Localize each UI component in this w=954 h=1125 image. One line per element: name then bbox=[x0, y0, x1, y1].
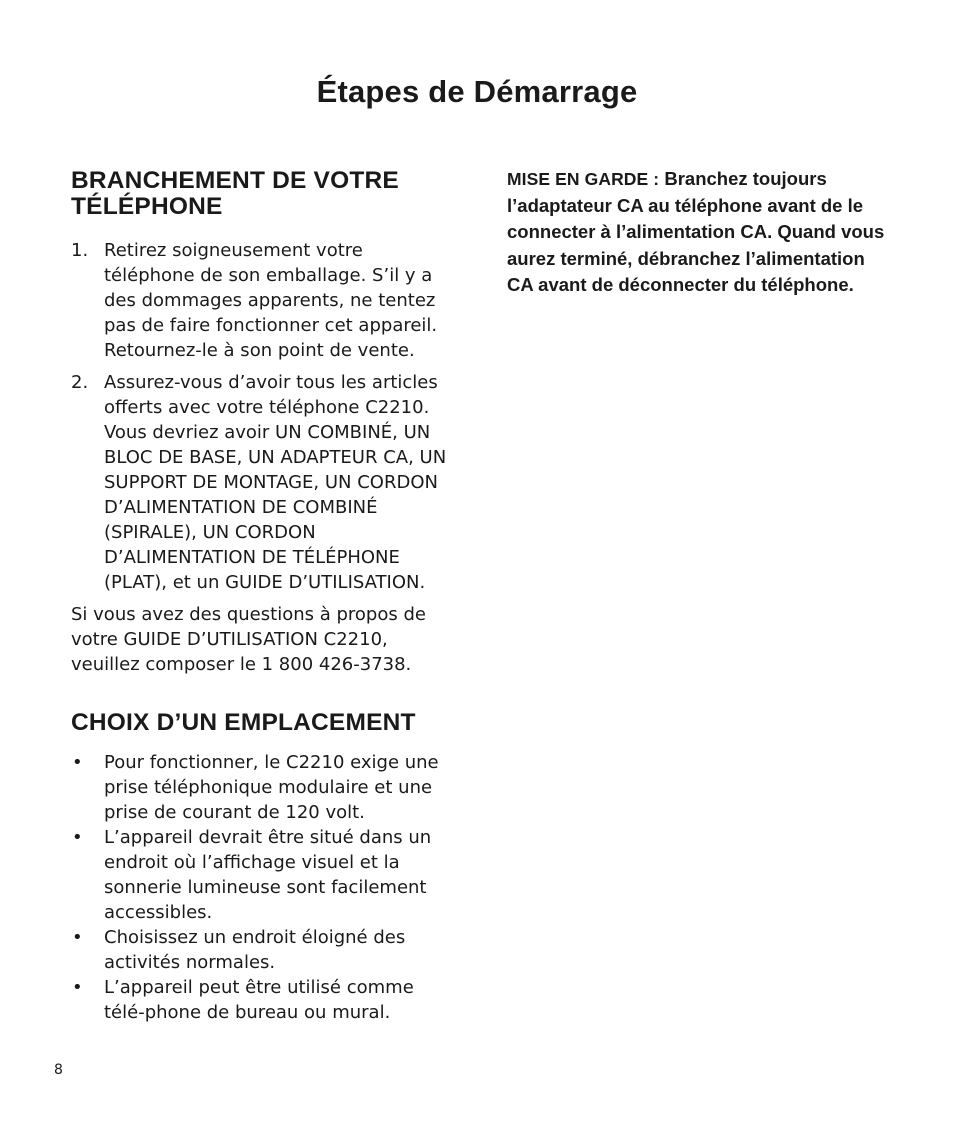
section-connecting-phone bbox=[71, 168, 451, 677]
setup-step bbox=[71, 370, 451, 595]
section-heading-connecting: BRANCHEMENT DE VOTRE TÉLÉPHONE bbox=[71, 167, 399, 220]
list-item bbox=[71, 750, 451, 825]
setup-step bbox=[71, 238, 451, 363]
bullet-marker: • bbox=[72, 927, 83, 948]
right-column bbox=[507, 166, 887, 299]
list-item bbox=[71, 975, 451, 1025]
bullet-text: Choisissez un endroit éloigné des activités normales. bbox=[104, 927, 406, 973]
left-column bbox=[71, 168, 451, 1025]
section-heading-location: CHOIX D’UN EMPLACEMENT bbox=[71, 709, 416, 736]
bullet-marker: • bbox=[72, 977, 83, 998]
step-text: Assurez-vous d’avoir tous les articles offerts avec votre téléphone C2210. Vous devriez avoir UN COMBINÉ, UN BLOC DE BASE, UN ADAPTEUR CA, UN SUPPORT DE MONTAGE, UN CORDON D’ALIMENTATION DE COMBINÉ (SPIRALE), UN CORDON D’ALIMENTATION DE TÉLÉPHONE (PLAT), et un GUIDE D’UTILISATION. bbox=[104, 372, 447, 593]
bullet-marker: • bbox=[72, 827, 83, 848]
location-bullet-list bbox=[71, 750, 451, 1025]
page-title: Étapes de Démarrage bbox=[316, 74, 638, 109]
step-text: Retirez soigneusement votre téléphone de son emballage. S’il y a des dommages apparents, ne tentez pas de faire fonctionner cet appareil. Retournez-le à son point de vente. bbox=[104, 240, 438, 361]
setup-steps-list bbox=[71, 238, 451, 595]
contact-paragraph: Si vous avez des questions à propos de votre GUIDE D’UTILISATION C2210, veuillez composer le 1 800 426-3738. bbox=[71, 604, 426, 675]
caution-notice bbox=[507, 166, 887, 299]
bullet-marker: • bbox=[72, 752, 83, 773]
section-choosing-location bbox=[71, 706, 451, 1025]
bullet-text: L’appareil devrait être situé dans un endroit où l’affichage visuel et la sonnerie lumineuse sont facilement accessibles. bbox=[104, 827, 432, 923]
caution-text: Branchez toujours l’adaptateur CA au téléphone avant de le connecter à l’alimentation CA. Quand vous aurez terminé, débranchez l’alimentation CA avant de déconnecter du téléphone. bbox=[507, 168, 885, 295]
step-number: 1. bbox=[71, 240, 89, 261]
list-item bbox=[71, 925, 451, 975]
step-number: 2. bbox=[71, 372, 89, 393]
page-number: 8 bbox=[54, 1062, 63, 1078]
list-item bbox=[71, 825, 451, 925]
caution-label: MISE EN GARDE : bbox=[507, 169, 660, 189]
bullet-text: Pour fonctionner, le C2210 exige une prise téléphonique modulaire et une prise de courant de 120 volt. bbox=[104, 752, 439, 823]
bullet-text: L’appareil peut être utilisé comme télé-phone de bureau ou mural. bbox=[104, 977, 414, 1023]
